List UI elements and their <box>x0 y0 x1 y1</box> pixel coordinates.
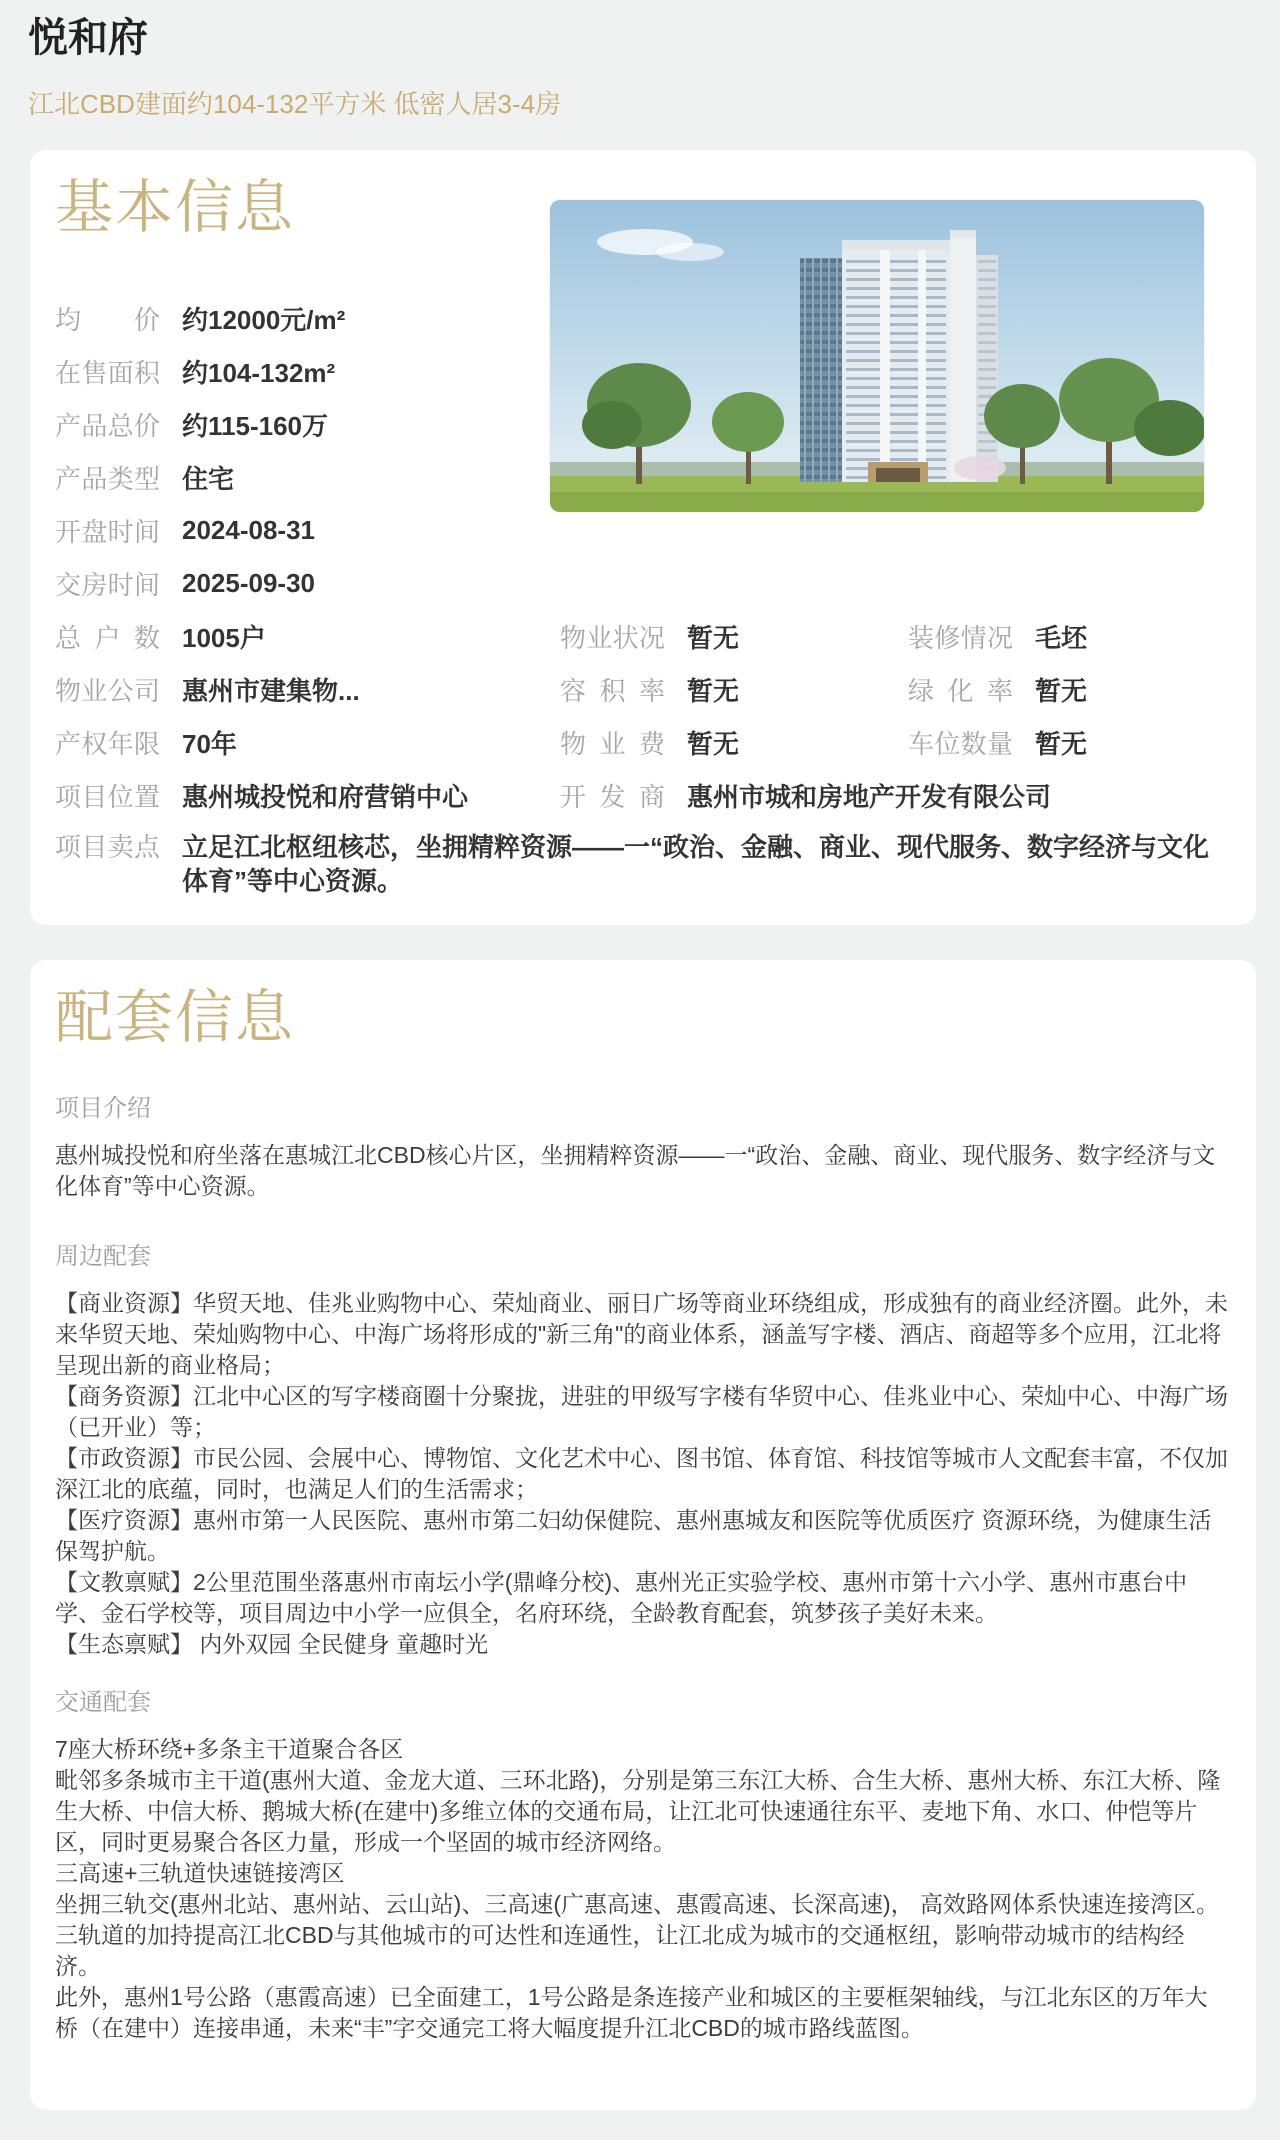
row-label: 绿化率 <box>908 675 1013 706</box>
row-label: 车位数量 <box>908 728 1013 759</box>
info-row-product-type <box>55 451 545 504</box>
row-value: 70年 <box>182 728 237 759</box>
page-subtitle: 江北CBD建面约104-132平方米 低密人居3-4房 <box>28 89 562 119</box>
surrounding-list <box>55 1288 1230 1660</box>
row-label: 物业公司 <box>55 675 160 706</box>
row-value: 约115-160万 <box>182 410 328 441</box>
property-rendering-photo[interactable] <box>550 200 1204 512</box>
row-value: 住宅 <box>182 463 235 494</box>
row-value: 惠州市建集物... <box>182 675 360 706</box>
traffic-item-bridges-headline: 7座大桥环绕+多条主干道聚合各区 <box>55 1735 404 1762</box>
info-row-open-date <box>55 504 545 557</box>
info-row-total-price <box>55 398 545 451</box>
row-label: 项目位置 <box>55 781 160 812</box>
grid-row-property-company <box>55 663 1230 716</box>
amenities-title: 配套信息 <box>55 985 296 1050</box>
row-value: 2024-08-31 <box>182 514 315 545</box>
row-label: 产品类型 <box>55 463 160 494</box>
traffic-list <box>55 1734 1230 2044</box>
row-value: 惠州城投悦和府营销中心 <box>182 781 469 812</box>
traffic-item-road-no1: 此外，惠州1号公路（惠霞高速）已全面建工，1号公路是条连接产业和城区的主要框架轴线，与江北东区的万年大桥（在建中）连接串通，未来“丰”字交通完工将大幅度提升江北CBD的城市路线蓝图。 <box>55 1983 1208 2041</box>
row-value: 暂无 <box>1035 728 1088 759</box>
row-value: 暂无 <box>687 622 740 653</box>
row-value: 惠州市城和房地产开发有限公司 <box>687 781 1052 812</box>
surrounding-item-medical: 【医疗资源】惠州市第一人民医院、惠州市第二妇幼保健院、惠州惠城友和医院等优质医疗 资源环绕，为健康生活保驾护航。 <box>55 1506 1212 1564</box>
project-intro-text: 惠州城投悦和府坐落在惠城江北CBD核心片区，坐拥精粹资源——一“政治、金融、商业、现代服务、数字经济与文化体育”等中心资源。 <box>55 1141 1216 1199</box>
amenities-card <box>30 960 1256 2110</box>
info-row-area <box>55 345 545 398</box>
traffic-label: 交通配套 <box>55 1688 151 1716</box>
row-label: 物业费 <box>560 728 665 759</box>
selling-point-row <box>55 830 1230 898</box>
basic-info-card <box>30 150 1256 925</box>
row-label: 产品总价 <box>55 410 160 441</box>
info-row-avg-price <box>55 292 545 345</box>
surrounding-item-office: 【商务资源】江北中心区的写字楼商圈十分聚拢，进驻的甲级写字楼有华贸中心、佳兆业中心、荣灿中心、中海广场（已开业）等； <box>55 1382 1228 1440</box>
surrounding-item-education: 【文教禀赋】2公里范围坐落惠州市南坛小学(鼎峰分校)、惠州光正实验学校、惠州市第十六小学、惠州市惠台中学、金石学校等，项目周边中小学一应俱全，名府环绕，全龄教育配套，筑梦孩子美好未来。 <box>55 1568 1188 1626</box>
surrounding-item-municipal: 【市政资源】市民公园、会展中心、博物馆、文化艺术中心、图书馆、体育馆、科技馆等城市人文配套丰富，不仅加深江北的底蕴，同时，也满足人们的生活需求； <box>55 1444 1228 1502</box>
project-intro-label: 项目介绍 <box>55 1094 151 1122</box>
building-rendering-image <box>550 200 1204 512</box>
basic-info-left-rows <box>55 292 545 610</box>
grid-row-location-developer <box>55 769 1230 822</box>
row-value: 约104-132m² <box>182 357 336 388</box>
traffic-item-expressway-detail: 坐拥三轨交(惠州北站、惠州站、云山站)、三高速(广惠高速、惠霞高速、长深高速)， 高效路网体系快速连接湾区。三轨道的加持提高江北CBD与其他城市的可达性和连通性，让江北成为城市的交通枢纽，影响带动城市的结构经济。 <box>55 1890 1220 1979</box>
row-value: 毛坯 <box>1035 622 1088 653</box>
info-row-delivery-date <box>55 557 545 610</box>
row-label: 装修情况 <box>908 622 1013 653</box>
row-label: 产权年限 <box>55 728 160 759</box>
row-value: 1005户 <box>182 622 266 653</box>
grid-row-tenure <box>55 716 1230 769</box>
surrounding-item-business: 【商业资源】华贸天地、佳兆业购物中心、荣灿商业、丽日广场等商业环绕组成，形成独有的商业经济圈。此外，未来华贸天地、荣灿购物中心、中海广场将形成的"新三角"的商业体系，涵盖写字楼、酒店、商超等多个应用，江北将呈现出新的商业格局； <box>55 1289 1228 1378</box>
row-label: 开盘时间 <box>55 516 160 547</box>
grid-row-households <box>55 610 1230 663</box>
row-value: 约12000元/m² <box>182 304 346 335</box>
page-header <box>0 0 1280 150</box>
traffic-item-expressway-headline: 三高速+三轨道快速链接湾区 <box>55 1859 345 1886</box>
row-value: 暂无 <box>687 728 740 759</box>
row-label: 在售面积 <box>55 357 160 388</box>
row-label: 容积率 <box>560 675 665 706</box>
row-label: 交房时间 <box>55 569 160 600</box>
surrounding-item-ecology: 【生态禀赋】 内外双园 全民健身 童趣时光 <box>55 1630 489 1657</box>
row-value: 暂无 <box>687 675 740 706</box>
row-value: 暂无 <box>1035 675 1088 706</box>
traffic-item-bridges-detail: 毗邻多条城市主干道(惠州大道、金龙大道、三环北路)，分别是第三东江大桥、合生大桥、惠州大桥、东江大桥、隆生大桥、中信大桥、鹅城大桥(在建中)多维立体的交通布局，让江北可快速通往东平、麦地下角、水口、仲恺等片区，同时更易聚合各区力量，形成一个坚固的城市经济网络。 <box>55 1766 1221 1855</box>
basic-info-title: 基本信息 <box>55 175 296 240</box>
row-label: 项目卖点 <box>55 831 160 862</box>
row-label: 开发商 <box>560 781 665 812</box>
selling-point-text: 立足江北枢纽核芯，坐拥精粹资源——一“政治、金融、商业、现代服务、数字经济与文化体育”等中心资源。 <box>182 831 1210 896</box>
surrounding-label: 周边配套 <box>55 1242 151 1270</box>
row-label: 均价 <box>55 304 160 335</box>
row-value: 2025-09-30 <box>182 567 315 598</box>
row-label: 物业状况 <box>560 622 665 653</box>
page-title: 悦和府 <box>28 16 148 60</box>
basic-info-grid <box>55 610 1230 822</box>
row-label: 总户数 <box>55 622 160 653</box>
